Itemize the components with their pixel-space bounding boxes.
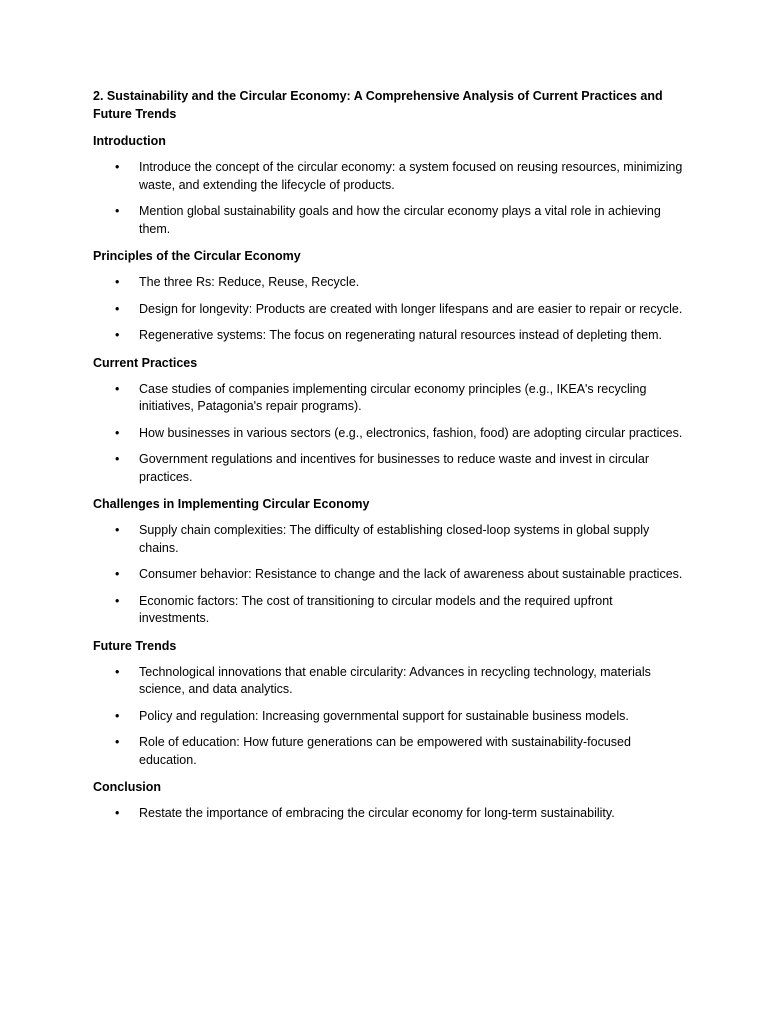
section-heading: Conclusion <box>93 780 162 794</box>
document-page <box>93 87 683 832</box>
bullet-glyph: • <box>115 708 120 723</box>
list-item-text: Mention global sustainability goals and how the circular economy plays a vital role in achieving them. <box>139 204 661 236</box>
list-item <box>93 274 683 292</box>
list-item <box>93 425 683 443</box>
section-challenges <box>93 495 683 628</box>
list-item <box>93 708 683 726</box>
list-item <box>93 203 683 238</box>
list-item <box>93 522 683 557</box>
list-item-text: Supply chain complexities: The difficulty of establishing closed-loop systems in global supply chains. <box>139 523 650 555</box>
list-item-text: Introduce the concept of the circular economy: a system focused on reusing resources, minimizing waste, and extending the lifecycle of products. <box>139 160 683 192</box>
list-item-text: Role of education: How future generations can be empowered with sustainability-focused education. <box>139 735 631 767</box>
list-item <box>93 381 683 416</box>
bullet-list <box>93 274 683 345</box>
list-item-text: Design for longevity: Products are created with longer lifespans and are easier to repair or recycle. <box>139 301 683 316</box>
list-item-text: Government regulations and incentives for businesses to reduce waste and invest in circular practices. <box>139 452 649 484</box>
section-introduction <box>93 132 683 238</box>
list-item-text: Case studies of companies implementing circular economy principles (e.g., IKEA's recycling initiatives, Patagonia's repair programs). <box>139 381 647 413</box>
document-title: 2. Sustainability and the Circular Economy: A Comprehensive Analysis of Current Practices and Future Trends <box>93 89 663 121</box>
section-heading: Current Practices <box>93 355 198 370</box>
list-item-text: Technological innovations that enable circularity: Advances in recycling technology, materials science, and data analytics. <box>139 664 651 696</box>
bullet-glyph: • <box>115 806 120 820</box>
section-heading: Challenges in Implementing Circular Economy <box>93 497 370 511</box>
list-item-text: The three Rs: Reduce, Reuse, Recycle. <box>139 275 360 289</box>
bullet-glyph: • <box>115 204 120 218</box>
bullet-glyph: • <box>115 593 120 608</box>
bullet-list <box>93 805 683 823</box>
bullet-glyph: • <box>115 301 120 316</box>
section-heading: Principles of the Circular Economy <box>93 249 301 263</box>
list-item-text: Regenerative systems: The focus on regenerating natural resources instead of depleting them. <box>139 328 662 342</box>
bullet-glyph: • <box>115 328 120 342</box>
section-future-trends <box>93 637 683 770</box>
bullet-glyph: • <box>115 452 120 466</box>
list-item <box>93 327 683 345</box>
list-item-text: How businesses in various sectors (e.g., electronics, fashion, food) are adopting circular practices. <box>139 425 683 440</box>
section-principles <box>93 247 683 345</box>
bullet-glyph: • <box>115 381 120 396</box>
list-item <box>93 805 683 823</box>
list-item <box>93 734 683 769</box>
bullet-glyph: • <box>115 160 120 174</box>
list-item-text: Economic factors: The cost of transitioning to circular models and the required upfront investments. <box>139 593 613 625</box>
list-item <box>93 566 683 584</box>
bullet-glyph: • <box>115 735 120 749</box>
list-item <box>93 593 683 628</box>
bullet-glyph: • <box>115 275 120 289</box>
bullet-list <box>93 522 683 628</box>
list-item-text: Consumer behavior: Resistance to change and the lack of awareness about sustainable practices. <box>139 567 683 581</box>
list-item <box>93 301 683 319</box>
section-heading: Introduction <box>93 134 166 148</box>
bullet-list <box>93 381 683 487</box>
section-current-practices <box>93 354 683 487</box>
list-item <box>93 451 683 486</box>
list-item <box>93 664 683 699</box>
section-conclusion <box>93 778 683 823</box>
bullet-glyph: • <box>115 664 120 679</box>
bullet-list <box>93 159 683 238</box>
section-heading: Future Trends <box>93 638 177 653</box>
list-item-text: Restate the importance of embracing the circular economy for long-term sustainability. <box>139 806 615 820</box>
list-item <box>93 159 683 194</box>
bullet-glyph: • <box>115 425 120 440</box>
bullet-glyph: • <box>115 523 120 537</box>
list-item-text: Policy and regulation: Increasing governmental support for sustainable business models. <box>139 708 629 723</box>
bullet-list <box>93 664 683 770</box>
bullet-glyph: • <box>115 567 120 581</box>
